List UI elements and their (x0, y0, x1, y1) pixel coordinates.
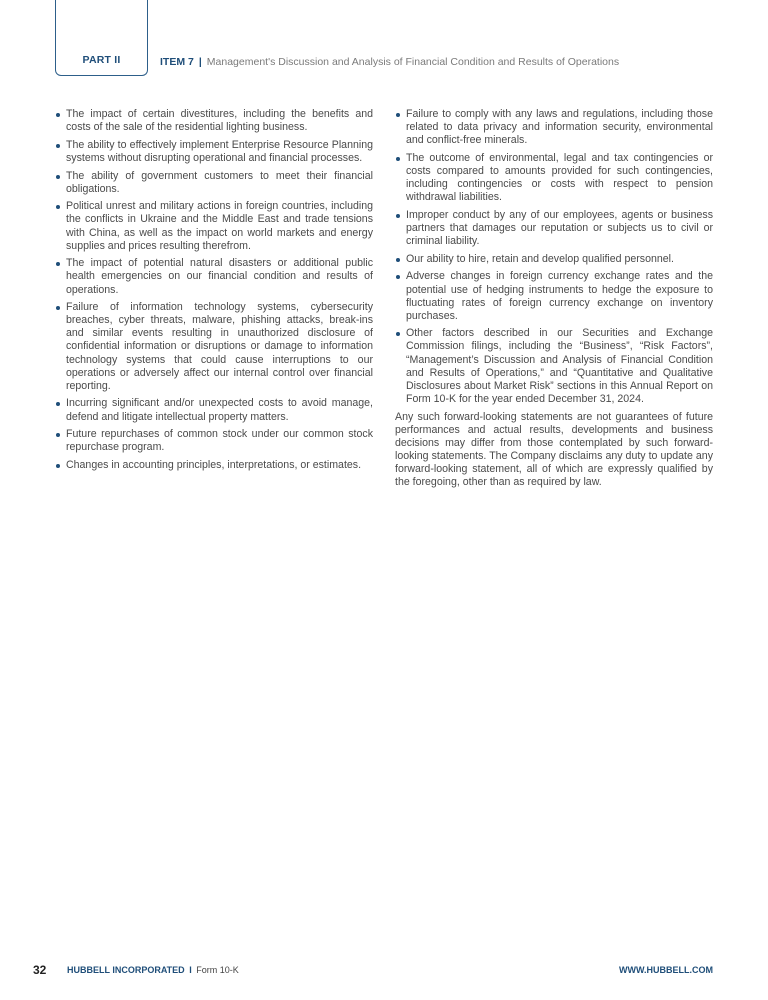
form-label: Form 10-K (196, 965, 239, 975)
right-bullet-list (395, 108, 713, 406)
bullet-icon (56, 306, 60, 310)
list-item: Incurring significant and/or unexpected costs to avoid manage, defend and litigate intellectual property matters. (55, 397, 373, 423)
bullet-icon (56, 113, 60, 117)
bullet-icon (396, 275, 400, 279)
bullet-icon (56, 262, 60, 266)
bullet-icon (396, 113, 400, 117)
part-label: PART II (82, 54, 121, 66)
website-link[interactable]: WWW.HUBBELL.COM (619, 965, 713, 975)
company-name: HUBBELL INCORPORATED (67, 965, 185, 975)
section-title: Management's Discussion and Analysis of Financial Condition and Results of Operations (206, 56, 620, 68)
list-item: Our ability to hire, retain and develop qualified personnel. (395, 253, 713, 266)
bullet-icon (56, 144, 60, 148)
right-column (395, 108, 713, 489)
part-tab (55, 0, 148, 76)
bullet-icon (396, 332, 400, 336)
list-item: The outcome of environmental, legal and tax contingencies or costs compared to amounts provided for such contingencies, including contingencies or costs with respect to pension withdrawal liabilities. (395, 152, 713, 204)
list-item: The ability to effectively implement Enterprise Resource Planning systems without disrupting operational and financial processes. (55, 139, 373, 165)
list-item: Future repurchases of common stock under our common stock repurchase program. (55, 428, 373, 454)
bullet-icon (396, 258, 400, 262)
bullet-icon (396, 214, 400, 218)
list-item: Improper conduct by any of our employees, agents or business partners that damages our reputation or subjects us to civil or criminal liability. (395, 209, 713, 248)
list-item: Failure of information technology systems, cybersecurity breaches, cyber threats, malware, phishing attacks, break-ins and similar events resulting in unauthorized disclosure of confidential information or disruptions or damage to information technology systems that could cause interruptions to our operations or adversely affect our internal control over financial reporting. (55, 301, 373, 393)
bullet-icon (396, 157, 400, 161)
bullet-icon (56, 175, 60, 179)
bullet-icon (56, 205, 60, 209)
bullet-icon (56, 464, 60, 468)
item-label: ITEM 7 (160, 56, 194, 68)
bullet-icon (56, 402, 60, 406)
bullet-icon (56, 433, 60, 437)
left-bullet-list (55, 108, 373, 472)
closing-paragraph: Any such forward-looking statements are not guarantees of future performances and actual results, developments and business decisions may differ from those contemplated by such forward-looking statements. The Company disclaims any duty to update any forward-looking statement, all of which are expressly qualified by the foregoing, other than as required by law. (395, 410, 713, 488)
footer-company (67, 965, 239, 975)
list-item: The impact of certain divestitures, including the benefits and costs of the sale of the residential lighting business. (55, 108, 373, 134)
list-item: Political unrest and military actions in foreign countries, including the conflicts in Ukraine and the Middle East and trade tensions with China, as well as the impact on world markets and energy supplies and prices resulting therefrom. (55, 200, 373, 252)
list-item: Adverse changes in foreign currency exchange rates and the potential use of hedging instruments to hedge the exposure to fluctuating rates of foreign currency exchange on inventory purchases. (395, 270, 713, 322)
list-item: Other factors described in our Securities and Exchange Commission filings, including the “Business”, “Risk Factors”, “Management’s Discussion and Analysis of Financial Condition and Results of Operations,” and “Quantitative and Qualitative Disclosures about Market Risk” sections in this Annual Report on Form 10-K for the year ended December 31, 2024. (395, 327, 713, 406)
footer-separator: I (189, 965, 192, 975)
list-item: Changes in accounting principles, interpretations, or estimates. (55, 459, 373, 472)
section-header (160, 56, 619, 68)
list-item: The impact of potential natural disasters or additional public health emergencies on our financial condition and results of operations. (55, 257, 373, 296)
list-item: The ability of government customers to meet their financial obligations. (55, 170, 373, 196)
list-item: Failure to comply with any laws and regulations, including those related to data privacy and information security, environmental and conflict-free minerals. (395, 108, 713, 147)
header-separator: | (198, 56, 202, 68)
page-number: 32 (33, 963, 47, 977)
left-column (55, 108, 373, 477)
